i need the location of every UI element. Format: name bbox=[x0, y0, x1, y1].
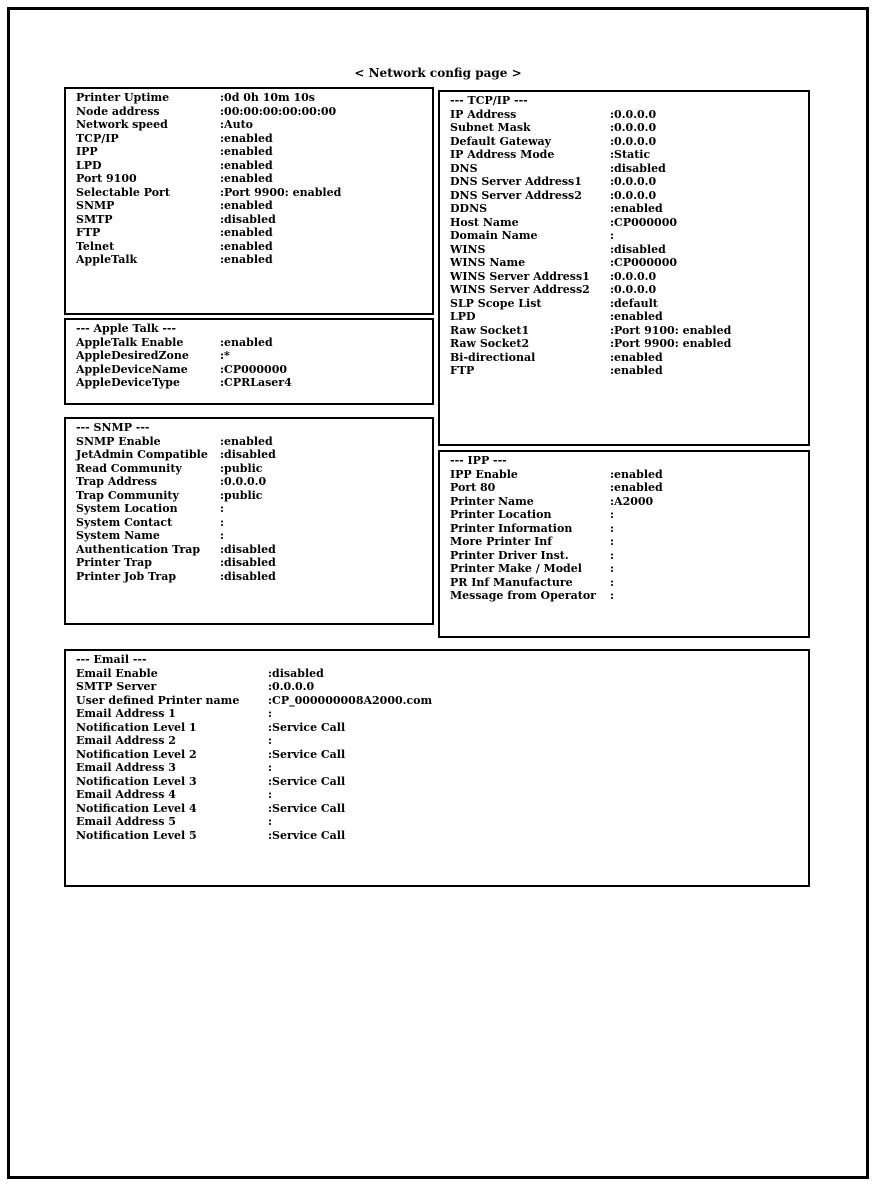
config-row bbox=[450, 243, 808, 257]
config-row bbox=[450, 216, 808, 230]
config-row bbox=[76, 489, 432, 503]
config-value: :enabled bbox=[220, 131, 273, 145]
ipp-header: --- IPP --- bbox=[450, 454, 507, 467]
config-row bbox=[76, 448, 432, 462]
config-label: Subnet Mask bbox=[450, 121, 531, 134]
config-value: :* bbox=[220, 349, 230, 362]
config-label: WINS Server Address2 bbox=[450, 283, 590, 296]
config-row bbox=[76, 788, 808, 802]
config-value: :CP_000000008A2000.com bbox=[268, 693, 433, 707]
appletalk-section bbox=[64, 318, 434, 405]
config-value: : bbox=[610, 508, 615, 521]
config-label: Node address bbox=[76, 104, 160, 118]
email-header: --- Email --- bbox=[76, 653, 147, 666]
config-value: :enabled bbox=[610, 467, 663, 481]
config-label: AppleDeviceName bbox=[76, 362, 188, 376]
config-row bbox=[450, 481, 808, 495]
config-row bbox=[450, 495, 808, 509]
config-value: : bbox=[220, 529, 225, 542]
config-label: Port 9100 bbox=[76, 172, 137, 185]
config-value: :Service Call bbox=[268, 828, 346, 842]
config-value: : bbox=[268, 788, 273, 801]
config-label: Network speed bbox=[76, 118, 168, 131]
config-label: Bi-directional bbox=[450, 350, 536, 364]
config-row bbox=[450, 589, 808, 603]
config-label: Printer Job Trap bbox=[76, 569, 177, 583]
config-value: :Auto bbox=[220, 118, 254, 131]
snmp-header: --- SNMP --- bbox=[76, 421, 150, 434]
config-row bbox=[450, 148, 808, 162]
config-label: System Location bbox=[76, 502, 178, 515]
page-title: < Network config page > bbox=[354, 66, 522, 80]
config-label: SMTP Server bbox=[76, 680, 157, 693]
config-row bbox=[450, 229, 808, 243]
config-row bbox=[76, 748, 808, 762]
config-row bbox=[76, 721, 808, 735]
config-row bbox=[76, 829, 808, 843]
config-label: Host Name bbox=[450, 215, 519, 229]
general-section bbox=[64, 87, 434, 315]
appletalk-rows bbox=[76, 336, 432, 390]
config-value: :Service Call bbox=[268, 801, 346, 815]
config-label: Domain Name bbox=[450, 229, 538, 242]
snmp-section bbox=[64, 417, 434, 625]
config-label: Notification Level 4 bbox=[76, 801, 197, 815]
config-label: WINS bbox=[450, 242, 486, 256]
config-label: Notification Level 5 bbox=[76, 828, 197, 842]
config-value: : bbox=[610, 575, 615, 589]
config-label: Port 80 bbox=[450, 481, 496, 494]
config-value: :0.0.0.0 bbox=[610, 121, 657, 134]
config-value: :enabled bbox=[610, 310, 663, 323]
config-label: Printer Location bbox=[450, 508, 552, 521]
config-row bbox=[76, 226, 432, 240]
config-row bbox=[76, 475, 432, 489]
config-row bbox=[450, 468, 808, 482]
config-label: Printer Make / Model bbox=[450, 562, 582, 575]
config-row bbox=[76, 376, 432, 390]
config-value: : bbox=[610, 548, 615, 562]
config-label: Email Enable bbox=[76, 666, 158, 680]
config-value: :0.0.0.0 bbox=[610, 188, 657, 202]
config-row bbox=[76, 516, 432, 530]
config-value: :0.0.0.0 bbox=[268, 680, 315, 693]
config-value: :Service Call bbox=[268, 747, 346, 761]
config-row bbox=[450, 351, 808, 365]
appletalk-header: --- Apple Talk --- bbox=[76, 322, 177, 335]
config-label: IP Address Mode bbox=[450, 148, 555, 161]
general-rows bbox=[76, 91, 432, 267]
config-label: More Printer Inf bbox=[450, 535, 552, 548]
config-row bbox=[76, 435, 432, 449]
tcpip-header: --- TCP/IP --- bbox=[450, 94, 528, 107]
config-row bbox=[450, 283, 808, 297]
config-value: :enabled bbox=[220, 226, 273, 239]
config-row bbox=[76, 105, 432, 119]
config-value: : bbox=[220, 502, 225, 515]
snmp-rows bbox=[76, 435, 432, 584]
config-row bbox=[76, 132, 432, 146]
config-value: :enabled bbox=[220, 172, 273, 185]
config-value: :enabled bbox=[220, 239, 273, 253]
ipp-rows bbox=[450, 468, 808, 603]
config-row bbox=[76, 761, 808, 775]
config-label: System Name bbox=[76, 529, 160, 542]
config-row bbox=[76, 159, 432, 173]
config-value: :CP000000 bbox=[610, 256, 678, 269]
config-value: :0d 0h 10m 10s bbox=[220, 91, 315, 104]
config-value: :0.0.0.0 bbox=[610, 175, 657, 188]
config-label: DNS Server Address2 bbox=[450, 188, 582, 202]
config-label: AppleTalk bbox=[76, 253, 138, 266]
config-value: :CP000000 bbox=[220, 362, 288, 376]
config-row bbox=[76, 253, 432, 267]
config-label: IPP Enable bbox=[450, 467, 518, 481]
config-value: : bbox=[268, 761, 273, 774]
config-row bbox=[450, 108, 808, 122]
config-label: Default Gateway bbox=[450, 134, 552, 148]
config-value: :enabled bbox=[220, 158, 273, 172]
config-value: : bbox=[268, 815, 273, 828]
config-row bbox=[450, 508, 808, 522]
config-row bbox=[76, 363, 432, 377]
config-label: Telnet bbox=[76, 239, 115, 253]
config-row bbox=[76, 667, 808, 681]
config-value: : bbox=[610, 562, 615, 575]
config-label: IPP bbox=[76, 145, 98, 158]
config-label: Printer Name bbox=[450, 494, 534, 508]
config-label: Printer Driver Inst. bbox=[450, 548, 569, 562]
config-value: :0.0.0.0 bbox=[610, 283, 657, 296]
config-row bbox=[450, 297, 808, 311]
config-row bbox=[76, 462, 432, 476]
config-value: :disabled bbox=[610, 242, 666, 256]
ipp-section bbox=[438, 450, 810, 638]
config-label: Raw Socket2 bbox=[450, 337, 530, 350]
config-value: :Port 9900: enabled bbox=[220, 185, 342, 199]
config-row bbox=[76, 186, 432, 200]
config-value: :Service Call bbox=[268, 774, 346, 788]
config-row bbox=[76, 556, 432, 570]
config-value: :Service Call bbox=[268, 720, 346, 734]
config-row bbox=[76, 529, 432, 543]
config-row bbox=[76, 775, 808, 789]
config-row bbox=[450, 549, 808, 563]
config-value: :Static bbox=[610, 148, 651, 161]
config-label: Trap Community bbox=[76, 488, 179, 502]
config-label: Authentication Trap bbox=[76, 542, 201, 556]
config-value: :disabled bbox=[220, 569, 276, 583]
config-row bbox=[450, 270, 808, 284]
config-row bbox=[450, 337, 808, 351]
config-row bbox=[450, 121, 808, 135]
config-label: SNMP bbox=[76, 199, 115, 212]
config-label: SNMP Enable bbox=[76, 434, 161, 448]
config-label: IP Address bbox=[450, 107, 517, 121]
config-value: :enabled bbox=[220, 335, 273, 349]
config-label: Printer Information bbox=[450, 521, 573, 535]
config-value: :0.0.0.0 bbox=[220, 475, 267, 488]
config-row bbox=[76, 118, 432, 132]
config-row bbox=[76, 336, 432, 350]
config-row bbox=[76, 172, 432, 186]
config-label: DDNS bbox=[450, 202, 488, 215]
config-label: FTP bbox=[76, 226, 101, 239]
config-row bbox=[450, 175, 808, 189]
config-value: :enabled bbox=[610, 364, 663, 377]
config-label: Trap Address bbox=[76, 475, 157, 488]
config-label: WINS Server Address1 bbox=[450, 269, 590, 283]
config-value: :enabled bbox=[610, 350, 663, 364]
config-value: :CPRLaser4 bbox=[220, 376, 292, 389]
config-value: : bbox=[268, 707, 273, 720]
config-row bbox=[450, 324, 808, 338]
config-value: :Port 9100: enabled bbox=[610, 323, 732, 337]
config-row bbox=[76, 802, 808, 816]
config-value: : bbox=[610, 535, 615, 548]
config-row bbox=[76, 694, 808, 708]
config-row bbox=[76, 199, 432, 213]
config-value: :enabled bbox=[220, 145, 273, 158]
config-label: LPD bbox=[76, 158, 102, 172]
config-label: Selectable Port bbox=[76, 185, 170, 199]
config-label: Email Address 5 bbox=[76, 815, 176, 828]
config-row bbox=[76, 815, 808, 829]
config-row bbox=[450, 135, 808, 149]
config-row bbox=[76, 570, 432, 584]
config-label: Email Address 2 bbox=[76, 734, 176, 747]
config-row bbox=[450, 535, 808, 549]
config-row bbox=[76, 543, 432, 557]
config-label: User defined Printer name bbox=[76, 693, 240, 707]
config-row bbox=[450, 189, 808, 203]
config-label: LPD bbox=[450, 310, 476, 323]
config-label: Email Address 1 bbox=[76, 707, 176, 720]
config-value: :00:00:00:00:00:00 bbox=[220, 104, 337, 118]
config-row bbox=[450, 522, 808, 536]
config-value: :disabled bbox=[268, 666, 324, 680]
config-row bbox=[76, 680, 808, 694]
config-label: Notification Level 3 bbox=[76, 774, 197, 788]
email-rows bbox=[76, 667, 808, 843]
tcpip-section bbox=[438, 90, 810, 446]
config-value: :default bbox=[610, 296, 658, 310]
config-label: Email Address 3 bbox=[76, 761, 176, 774]
config-value: :disabled bbox=[220, 212, 276, 226]
config-value: : bbox=[610, 229, 615, 242]
config-label: Email Address 4 bbox=[76, 788, 176, 801]
config-row bbox=[450, 162, 808, 176]
config-row bbox=[76, 91, 432, 105]
config-label: Notification Level 1 bbox=[76, 720, 197, 734]
config-value: :disabled bbox=[610, 161, 666, 175]
config-label: FTP bbox=[450, 364, 475, 377]
tcpip-rows bbox=[450, 108, 808, 378]
config-row bbox=[450, 256, 808, 270]
config-label: DNS bbox=[450, 161, 478, 175]
config-row bbox=[450, 310, 808, 324]
config-label: WINS Name bbox=[450, 256, 526, 269]
config-label: PR Inf Manufacture bbox=[450, 575, 573, 589]
config-value: : bbox=[610, 521, 615, 535]
config-label: System Contact bbox=[76, 515, 173, 529]
email-section bbox=[64, 649, 810, 887]
config-row bbox=[450, 364, 808, 378]
config-value: :disabled bbox=[220, 556, 276, 569]
config-label: TCP/IP bbox=[76, 131, 119, 145]
config-label: Raw Socket1 bbox=[450, 323, 530, 337]
config-value: :public bbox=[220, 461, 263, 475]
config-label: AppleTalk Enable bbox=[76, 335, 184, 349]
config-row bbox=[450, 576, 808, 590]
config-value: : bbox=[610, 589, 615, 602]
config-value: :enabled bbox=[610, 481, 663, 494]
config-label: AppleDeviceType bbox=[76, 376, 180, 389]
config-label: Notification Level 2 bbox=[76, 747, 197, 761]
config-value: :enabled bbox=[220, 253, 273, 266]
config-value: :public bbox=[220, 488, 263, 502]
config-value: :disabled bbox=[220, 542, 276, 556]
config-row bbox=[450, 562, 808, 576]
config-label: SLP Scope List bbox=[450, 296, 542, 310]
config-value: :0.0.0.0 bbox=[610, 134, 657, 148]
config-value: : bbox=[220, 515, 225, 529]
config-value: :enabled bbox=[220, 434, 273, 448]
config-value: :enabled bbox=[220, 199, 273, 212]
config-row bbox=[76, 349, 432, 363]
config-value: : bbox=[268, 734, 273, 747]
config-value: :Port 9900: enabled bbox=[610, 337, 732, 350]
config-value: :disabled bbox=[220, 448, 276, 461]
config-row bbox=[76, 707, 808, 721]
config-label: Printer Uptime bbox=[76, 91, 170, 104]
config-label: AppleDesiredZone bbox=[76, 349, 189, 362]
config-label: DNS Server Address1 bbox=[450, 175, 582, 188]
config-label: SMTP bbox=[76, 212, 113, 226]
config-row bbox=[76, 240, 432, 254]
config-row bbox=[76, 145, 432, 159]
config-row bbox=[76, 734, 808, 748]
config-value: :enabled bbox=[610, 202, 663, 215]
config-row bbox=[450, 202, 808, 216]
config-label: Printer Trap bbox=[76, 556, 152, 569]
config-value: :CP000000 bbox=[610, 215, 678, 229]
config-row bbox=[76, 502, 432, 516]
config-value: :0.0.0.0 bbox=[610, 269, 657, 283]
config-value: :0.0.0.0 bbox=[610, 107, 657, 121]
config-value: :A2000 bbox=[610, 494, 654, 508]
config-label: JetAdmin Compatible bbox=[76, 448, 208, 461]
config-label: Read Community bbox=[76, 461, 182, 475]
config-row bbox=[76, 213, 432, 227]
config-label: Message from Operator bbox=[450, 589, 596, 602]
